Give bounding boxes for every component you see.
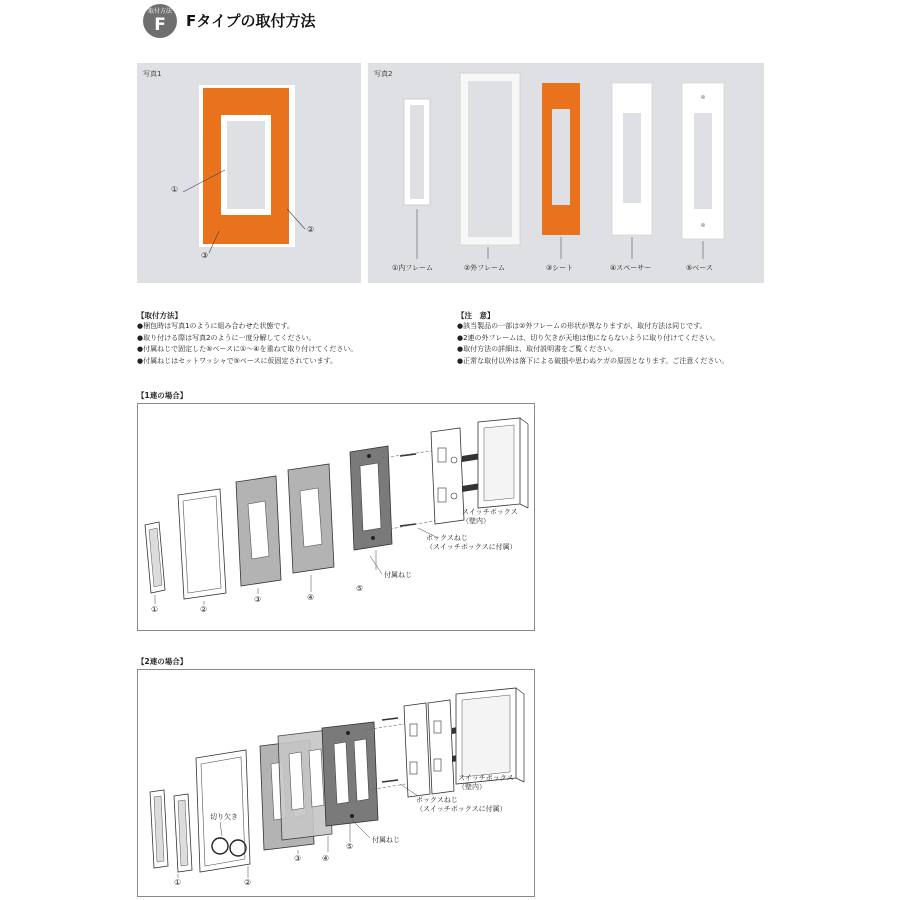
- part-label-outer-frame: ②外フレーム: [464, 264, 505, 272]
- switch-box-text: スイッチボックス: [462, 508, 518, 516]
- photo-1: [137, 63, 361, 283]
- box-screw-text: ボックスねじ: [426, 534, 468, 542]
- double-part-number: ②: [244, 878, 252, 887]
- photo-2-label: 写真2: [374, 70, 393, 78]
- instructions-heading: 【取付方法】: [137, 311, 182, 320]
- single-part-number: ③: [254, 595, 262, 604]
- single-part-number: ④: [307, 593, 315, 602]
- notes-heading: 【注 意】: [457, 311, 495, 320]
- switch-box-text: スイッチボックス: [458, 774, 514, 782]
- part-label-sheet: ③シート: [546, 264, 574, 272]
- double-part-number: ④: [322, 854, 330, 863]
- single-gang-diagram: [137, 403, 535, 631]
- single-part-number: ⑤: [356, 584, 364, 593]
- single-switch-box-label: [462, 508, 518, 526]
- photo-1-callout-3: ③: [201, 251, 209, 260]
- note-item: ●該当製品の一部は②外フレームの形状が異なりますが、取付方法は同じです。: [457, 322, 707, 330]
- single-part-number: ②: [200, 605, 208, 614]
- double-switch-box-label: [458, 774, 514, 792]
- box-screw-text: ボックスねじ: [416, 796, 458, 804]
- single-gang-heading: 【1連の場合】: [137, 391, 188, 400]
- photo-1-callout-2: ②: [307, 225, 315, 234]
- part-label-spacer: ④スペーサー: [610, 264, 652, 272]
- instruction-item: ●付属ねじで固定した⑤ベースに①〜④を重ねて取り付けてください。: [137, 345, 358, 353]
- note-item: ●2連の外フレームは、切り欠きが天地は他にならないように取り付けてください。: [457, 333, 720, 342]
- box-screw-sub: （スイッチボックスに付属）: [416, 805, 507, 813]
- badge-subtitle: 取付方法: [147, 8, 172, 15]
- note-item: ●取付方法の詳細は、取付説明書をご覧ください。: [457, 345, 618, 353]
- photo-1-callout-1: ①: [171, 185, 179, 194]
- double-part-number: ③: [294, 854, 302, 863]
- double-box-screw-label: [416, 796, 507, 814]
- part-label-inner-frame: ①内フレーム: [392, 264, 433, 272]
- switch-box-sub: （壁内）: [462, 517, 490, 525]
- instruction-item: ●梱包時は写真1のように組み合わせた状態です。: [137, 322, 295, 330]
- photo-1-label: 写真1: [143, 70, 162, 78]
- double-part-number: ⑤: [346, 842, 354, 851]
- single-box-screw-label: [426, 534, 517, 552]
- double-gang-heading: 【2連の場合】: [137, 657, 188, 666]
- badge-letter: F: [154, 15, 166, 35]
- parts-illustration: [368, 63, 764, 283]
- box-screw-sub: （スイッチボックスに付属）: [426, 543, 517, 551]
- single-screw-label: 付属ねじ: [384, 571, 412, 579]
- switch-box-sub: （壁内）: [458, 783, 486, 791]
- notes-section: [457, 310, 728, 367]
- method-badge: [143, 4, 177, 38]
- part-label-base: ⑤ベース: [686, 264, 713, 272]
- double-notch-label: 切り欠き: [210, 813, 238, 821]
- note-item: ●正常な取付以外は落下による破損や思わぬケガの原因となります。ご注意ください。: [457, 356, 729, 365]
- single-part-number: ①: [151, 605, 159, 614]
- page-title: Fタイプの取付方法: [186, 12, 316, 30]
- instruction-item: ●取り付ける際は写真2のように一度分解してください。: [137, 333, 316, 342]
- instructions-section: [137, 310, 357, 367]
- double-screw-label: 付属ねじ: [372, 836, 400, 844]
- double-gang-diagram: [137, 669, 535, 897]
- assembled-plate-illustration: [137, 63, 361, 283]
- photo-2: [368, 63, 764, 283]
- double-part-number: ①: [174, 878, 182, 887]
- instruction-item: ●付属ねじはセットワッシャで⑤ベースに仮固定されています。: [137, 356, 337, 365]
